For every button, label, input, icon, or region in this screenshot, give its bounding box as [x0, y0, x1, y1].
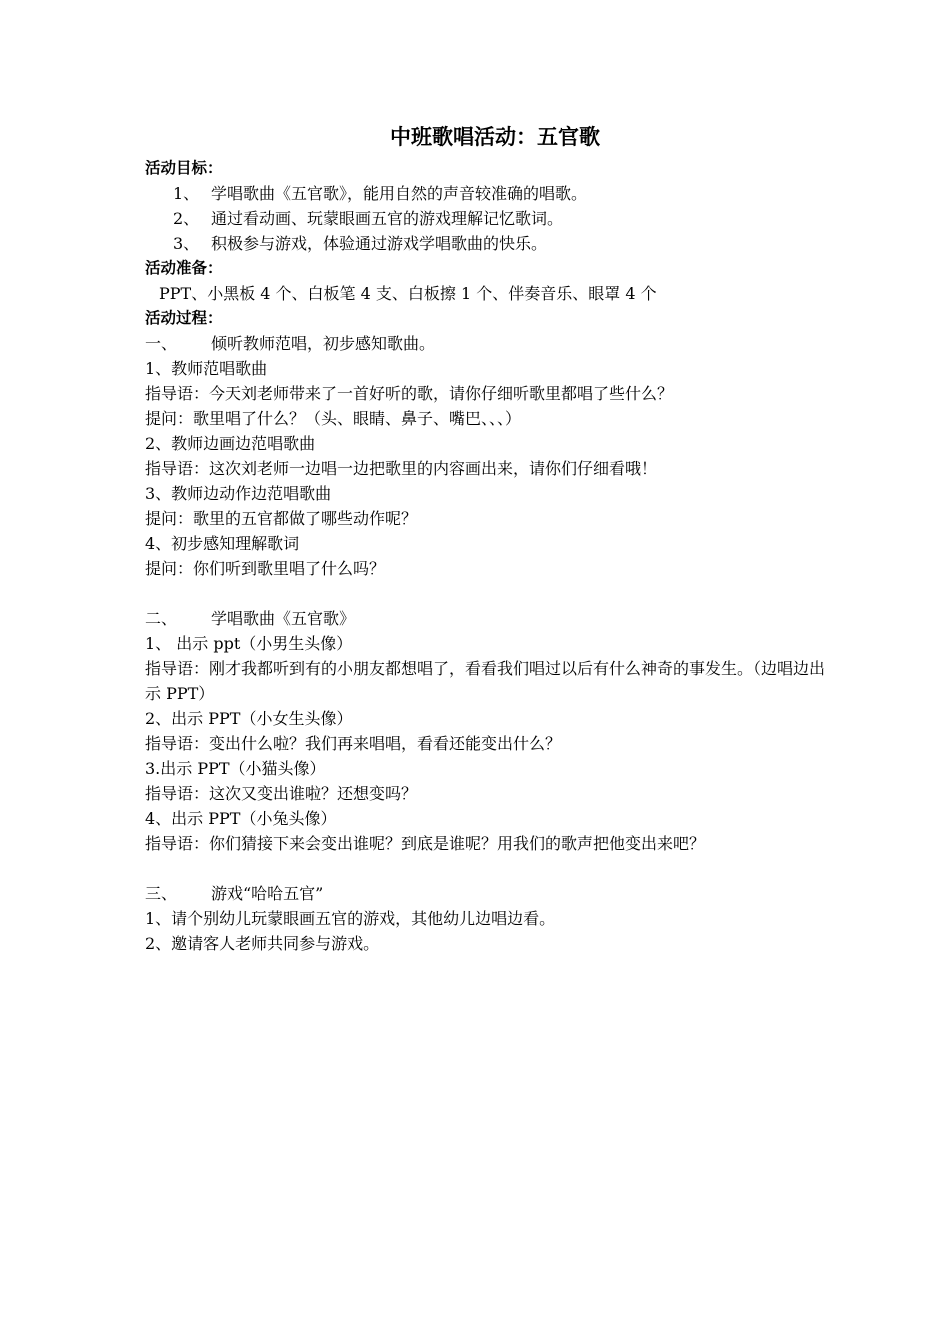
- section-three-title: [145, 881, 825, 906]
- spacer: [145, 581, 825, 606]
- goal-number: 3、: [173, 234, 200, 253]
- process-line: 1、教师范唱歌曲: [145, 359, 268, 378]
- document-body: [145, 118, 825, 956]
- process-line: 指导语：你们猜接下来会变出谁呢？到底是谁呢？用我们的歌声把他变出来吧？: [145, 834, 706, 853]
- process-line: 指导语：这次刘老师一边唱一边把歌里的内容画出来，请你们仔细看哦！: [145, 459, 658, 478]
- section-two-title: [145, 606, 825, 631]
- goal-item: [145, 231, 825, 256]
- process-line: 提问：歌里唱了什么？（头、眼睛、鼻子、嘴巴、、、）: [145, 409, 522, 428]
- goal-number: 2、: [173, 209, 200, 228]
- process-line: 指导语：今天刘老师带来了一首好听的歌，请你仔细听歌里都唱了些什么？: [145, 384, 674, 403]
- goal-text: 学唱歌曲《五官歌》，能用自然的声音较准确的唱歌。: [211, 184, 588, 203]
- goal-item: [145, 206, 825, 231]
- section-one-title: [145, 331, 825, 356]
- process-line: 提问：歌里的五官都做了哪些动作呢？: [145, 509, 418, 528]
- process-line: 3、教师边动作边范唱歌曲: [145, 484, 332, 503]
- section-number: 一、: [145, 334, 178, 353]
- goal-text: 积极参与游戏，体验通过游戏学唱歌曲的快乐。: [211, 234, 548, 253]
- process-line: 提问：你们听到歌里唱了什么吗？: [145, 559, 386, 578]
- goals-heading: 活动目标：: [145, 159, 223, 177]
- spacer: [145, 856, 825, 881]
- section-number: 二、: [145, 609, 178, 628]
- process-line: 1、 出示 ppt（小男生头像）: [145, 634, 353, 653]
- section-title-text: 倾听教师范唱，初步感知歌曲。: [211, 334, 436, 353]
- prep-text: PPT、小黑板 4 个、白板笔 4 支、白板擦 1 个、伴奏音乐、眼罩 4 个: [159, 284, 657, 303]
- goal-item: [145, 181, 825, 206]
- process-line: 1、请个别幼儿玩蒙眼画五官的游戏，其他幼儿边唱边看。: [145, 909, 556, 928]
- section-title-text: 学唱歌曲《五官歌》: [211, 609, 356, 628]
- process-line: 2、教师边画边范唱歌曲: [145, 434, 316, 453]
- process-line: 3.出示 PPT（小猫头像）: [145, 759, 326, 778]
- process-line: 2、邀请客人老师共同参与游戏。: [145, 934, 380, 953]
- process-line: 4、出示 PPT（小兔头像）: [145, 809, 337, 828]
- process-line: 4、初步感知理解歌词: [145, 534, 300, 553]
- goal-number: 1、: [173, 184, 200, 203]
- goal-text: 通过看动画、玩蒙眼画五官的游戏理解记忆歌词。: [211, 209, 564, 228]
- process-line: 指导语：这次又变出谁啦？还想变吗？: [145, 784, 418, 803]
- process-line: 指导语：变出什么啦？我们再来唱唱，看看还能变出什么？: [145, 734, 562, 753]
- section-title-text: 游戏“哈哈五官”: [211, 884, 324, 903]
- process-line: 2、出示 PPT（小女生头像）: [145, 709, 353, 728]
- prep-heading: 活动准备：: [145, 259, 223, 277]
- process-heading: 活动过程：: [145, 309, 223, 327]
- section-number: 三、: [145, 884, 178, 903]
- document-title: 中班歌唱活动：五官歌: [390, 124, 600, 149]
- process-line: 指导语：刚才我都听到有的小朋友都想唱了，看看我们唱过以后有什么神奇的事发生。（边唱边出示 PPT）: [145, 659, 826, 703]
